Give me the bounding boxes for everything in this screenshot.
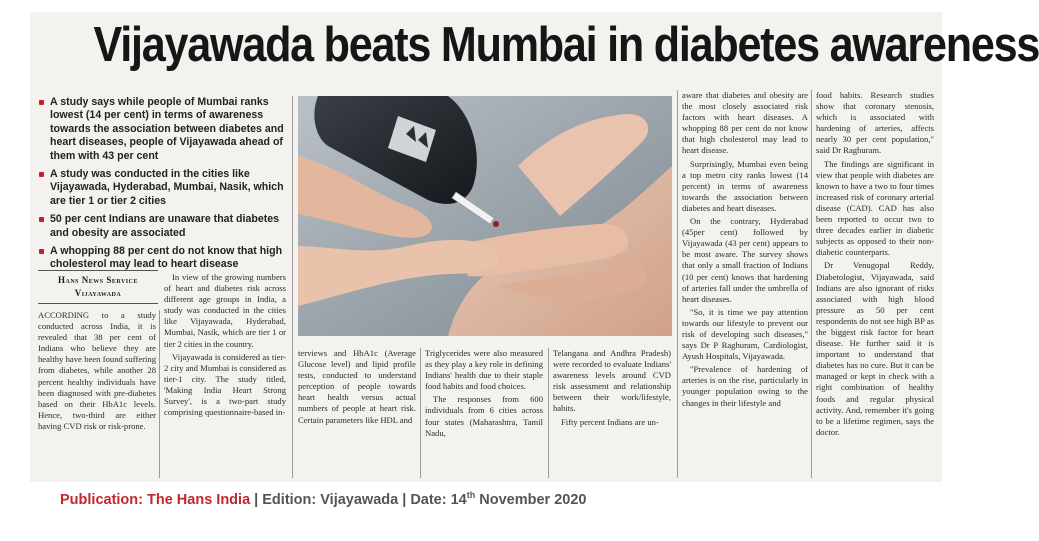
column-divider — [548, 348, 549, 478]
article-paragraph: Fifty percent Indians are un- — [561, 416, 659, 427]
newspaper-clipping — [30, 12, 1039, 482]
highlight-item — [38, 96, 290, 163]
article-photo-glucose-test — [298, 96, 672, 336]
column-divider — [677, 90, 678, 478]
article-paragraph: food habits. Research studies show that coronary stenosis, which is associated with hardening of arteries, affects nearly 30 per cent population," said Dr Raghuram. — [816, 90, 934, 156]
highlight-text: 50 per cent Indians are unaware that diabetes and obesity are associated — [50, 213, 280, 239]
bullet-marker-icon — [39, 100, 44, 105]
article-paragraph: "So, it is time we pay attention towards our lifestyle to prevent our risk of developing such diseases," says Dr P Raghuram, Cardiologist, Ayush Hospitals, Vijayawada. — [682, 306, 808, 362]
byline-place: Vijayawada — [74, 288, 122, 298]
headline: Vijayawada beats Mumbai in diabetes awareness — [93, 18, 1039, 72]
highlight-item — [38, 168, 290, 208]
article-paragraph: Triglycerides were also measured as they play a key role in defining Indians' health due to their staple food habits and food choices. — [425, 348, 543, 392]
article-column-7 — [816, 90, 934, 440]
date-prefix: Date: 14 — [410, 492, 467, 508]
article-paragraph: aware that diabetes and obesity are the most closely associated risk factors with heart diseases. A whopping 88 per cent do not know that high cholesterol may lead to heart disease. — [682, 90, 808, 156]
column-divider — [159, 310, 160, 478]
publication-caption — [60, 491, 586, 509]
finger-prick-glucose-meter-illustration — [298, 96, 672, 336]
article-paragraph: Dr Venugopal Reddy, Diabetologist, Vijayawada, said Indians are also ignorant of risks associated with high blood pressure as 50 per cent respondents do not see high BP as the biggest risk factor for heart disease. He further said it is important to understand that diabetes has no cure. But it can be managed or kept in check with a right combination of healthy foods and regular physical activity. And, remember it's going to be a lifetime regimen, says the doctor. — [816, 260, 934, 437]
article-column-4 — [425, 348, 543, 441]
column-divider — [292, 96, 293, 478]
article-paragraph: "Prevalence of hardening of arteries is on the rise, particularly in younger population owing to the changes in their lifestyle and — [682, 364, 808, 408]
date-suffix: November 2020 — [475, 492, 587, 508]
article-paragraph: The responses from 600 individuals from 6 cities across four states (Maharashtra, Tamil Nadu, — [425, 394, 543, 438]
highlight-item — [38, 245, 290, 272]
article-column-1 — [38, 310, 156, 434]
bullet-marker-icon — [39, 249, 44, 254]
article-paragraph: Surprisingly, Mumbai even being a top metro city ranks lowest (14 percent) in terms of awareness towards the association between diabetes and heart diseases. — [682, 158, 808, 213]
article-column-5 — [553, 348, 671, 430]
article-column-6 — [682, 90, 808, 411]
article-paragraph: On the contrary, Hyderabad (45per cent) followed by Vijayawada (43 per cent) appears to be most aware. The survey shows that only a small fraction of Indians (10 per cent) knows that hardening of arteries fall under the umbrella of heart diseases. — [682, 216, 808, 304]
caption-separator: | — [398, 492, 411, 508]
article-paragraph: The findings are significant in view that people with diabetes are known to have a two to four times increased risk of coronary arterial disease (CAD). CAD has also been reported to occur two to three decades earlier in diabetic subjects as opposed to their non-diabetic counterparts. — [816, 158, 934, 258]
highlights-box — [38, 96, 290, 277]
edition-label: Edition: Vijayawada — [262, 492, 399, 508]
article-column-3 — [298, 348, 416, 428]
date-label — [410, 492, 586, 508]
article-paragraph: ACCORDING to a study conducted across India, it is revealed that 38 per cent of Indians who believe they are healthy have been found suffering from diabetes, while another 28 percent healthy individuals have been diagnosed with pre-diabetes based on their HbA1c levels. Hence, two-third are either having CVD risk or risk-prone. — [38, 310, 156, 431]
article-column-2 — [164, 272, 286, 420]
byline — [38, 270, 158, 304]
highlight-item — [38, 213, 290, 240]
article-paragraph: Telangana and Andhra Pradesh) were recorded to evaluate Indians' awareness levels around CVD risk assessment and relationship between their work/lifestyle, habits. — [553, 348, 671, 414]
highlight-text: A study was conducted in the cities like Vijayawada, Hyderabad, Mumbai, Nasik, which are tier 1 or tier 2 cities — [50, 168, 284, 207]
highlight-text: A whopping 88 per cent do not know that high cholesterol may lead to heart disease — [50, 245, 283, 271]
column-divider — [811, 90, 812, 478]
publication-name: Publication: The Hans India — [60, 492, 251, 508]
byline-service: Hans News Service — [58, 275, 138, 285]
article-paragraph: In view of the growing numbers of heart and diabetes risk across different age groups in India, a study was conducted in the cities like Vijayawada, Hyderabad, Mumbai, Nasik, which are tier 1 or tier 2 cities in the country. — [164, 272, 286, 349]
date-ordinal: th — [466, 490, 476, 501]
caption-separator: | — [250, 492, 263, 508]
bullet-marker-icon — [39, 172, 44, 177]
article-paragraph: terviews and HbA1c (Average Glucose level) and lipid profile tests, conducted to understand perception of people towards heart health versus actual numbers of people at heart risk. Certain parameters like HDL and — [298, 348, 416, 425]
article-paragraph: Vijayawada is considered as tier-2 city and Mumbai is considered as tier-1 city. The study titled, 'Making India Heart Strong Survey', is a two-part study comprising questionnaire-based in- — [164, 351, 286, 418]
highlight-text: A study says while people of Mumbai ranks lowest (14 per cent) in terms of awareness towards the association between diabetes and heart diseases, people of Vijayawada ahead of them with 43 per cent — [50, 96, 284, 162]
column-divider — [420, 348, 421, 478]
bullet-marker-icon — [39, 217, 44, 222]
